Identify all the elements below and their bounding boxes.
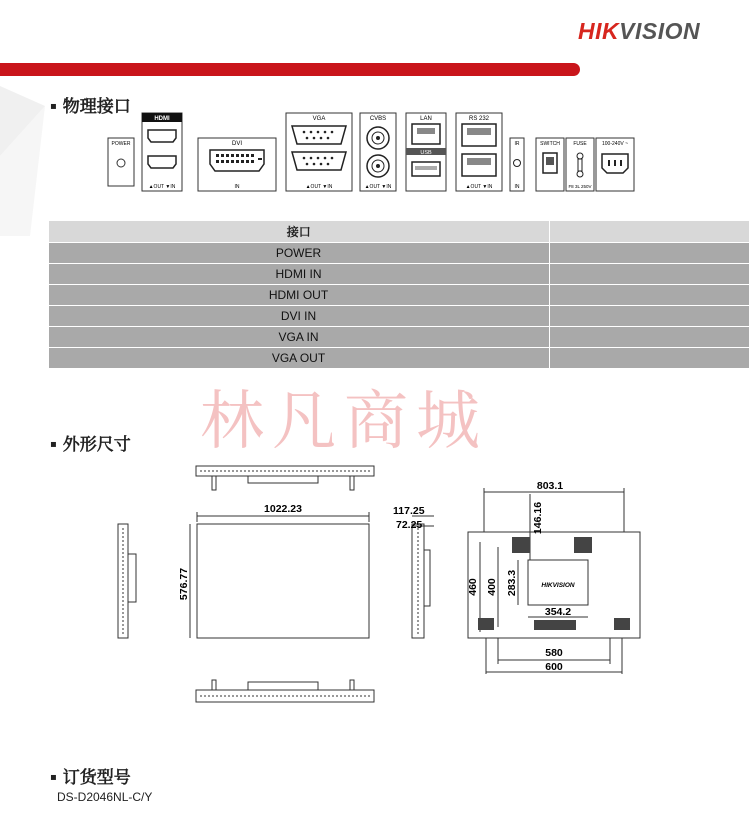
vga-ports [286,113,352,191]
table-cell: HDMI IN [49,264,550,285]
table-header-interface: 接口 [49,221,550,243]
bottom-view-drawing [196,680,374,702]
dim-depth-body: 72.25 [396,519,423,531]
section-title-interfaces: ▪ 物理接口 [50,92,131,117]
ports-panel [100,108,670,194]
table-row [49,348,750,369]
svg-text:POWER: POWER [111,141,131,147]
svg-text:CVBS: CVBS [369,116,387,122]
accent-bar [0,63,580,76]
table-row [49,264,750,285]
power-switch [536,138,564,191]
dvi-port [198,138,276,191]
rear-view-drawing [467,480,640,674]
hdmi-ports [142,113,182,191]
front-view-drawing [178,503,369,638]
svg-text:IN: IN [234,184,240,190]
dim-width: 1022.23 [264,503,302,515]
table-row [49,327,750,348]
fuse [566,138,594,191]
table-cell: VGA OUT [49,348,550,369]
svg-text:IN: IN [514,184,520,190]
svg-text:USB: USB [420,150,432,156]
watermark: 林凡商城 [200,385,488,459]
svg-text:DVI: DVI [231,141,243,147]
dim-box-h: 283.3 [506,569,518,597]
dim-vesa-h-inner: 400 [486,578,498,596]
table-cell [549,264,750,285]
power-port [108,138,134,186]
svg-text:LAN: LAN [420,116,432,122]
table-cell: POWER [49,243,550,264]
table-cell: VGA IN [49,327,550,348]
table-cell: DVI IN [49,306,550,327]
svg-text:IR: IR [514,141,520,147]
dim-height: 576.77 [178,567,190,601]
top-view-drawing [196,466,374,490]
model-number: DS-D2046NL-C/Y [57,790,153,804]
ir-port [510,138,524,191]
svg-text:RS 232: RS 232 [468,116,490,122]
table-header-empty [549,221,750,243]
dim-rear-top: 146.16 [532,501,544,535]
svg-text:FUSE: FUSE [573,141,587,147]
svg-text:▲OUT ▼IN: ▲OUT ▼IN [148,184,176,190]
table-cell [549,348,750,369]
svg-text:▲OUT ▼IN: ▲OUT ▼IN [465,184,493,190]
dim-vesa-h-outer: 460 [467,578,479,596]
dim-rear-width: 803.1 [536,480,564,492]
right-side-view [412,516,434,638]
table-cell [549,327,750,348]
table-row [49,243,750,264]
cvbs-ports [360,113,396,191]
rs232-ports [456,113,502,191]
svg-text:SWITCH: SWITCH [540,141,560,147]
rear-logo: HIKVISION [541,582,575,589]
ac-inlet [596,138,634,191]
svg-text:▲OUT ▼IN: ▲OUT ▼IN [305,184,333,190]
table-cell [549,285,750,306]
table-row [49,285,750,306]
hikvision-logo: HIKVISION [578,18,701,44]
svg-text:▲OUT ▼IN: ▲OUT ▼IN [364,184,392,190]
dim-depth-total: 117.25 [393,505,425,517]
svg-text:100-240V ~: 100-240V ~ [602,141,628,147]
table-header-row [49,221,750,243]
left-side-view [118,524,136,638]
svg-text:F8 3L 250V: F8 3L 250V [568,184,592,189]
table-cell: HDMI OUT [49,285,550,306]
interface-table [48,220,750,368]
table-cell [549,306,750,327]
dim-vesa-w-outer: 600 [545,661,563,673]
dim-vesa-w-inner: 580 [545,647,563,659]
section-title-order: ▪ 订货型号 [50,763,131,788]
section-title-dimensions: ▪ 外形尺寸 [50,430,131,455]
table-cell [549,243,750,264]
table-row [49,306,750,327]
svg-text:VGA: VGA [312,116,326,122]
svg-text:HDMI: HDMI [154,116,170,122]
dimension-drawings [100,462,660,712]
lan-usb-ports [406,113,446,191]
dim-box-w: 354.2 [544,606,572,618]
